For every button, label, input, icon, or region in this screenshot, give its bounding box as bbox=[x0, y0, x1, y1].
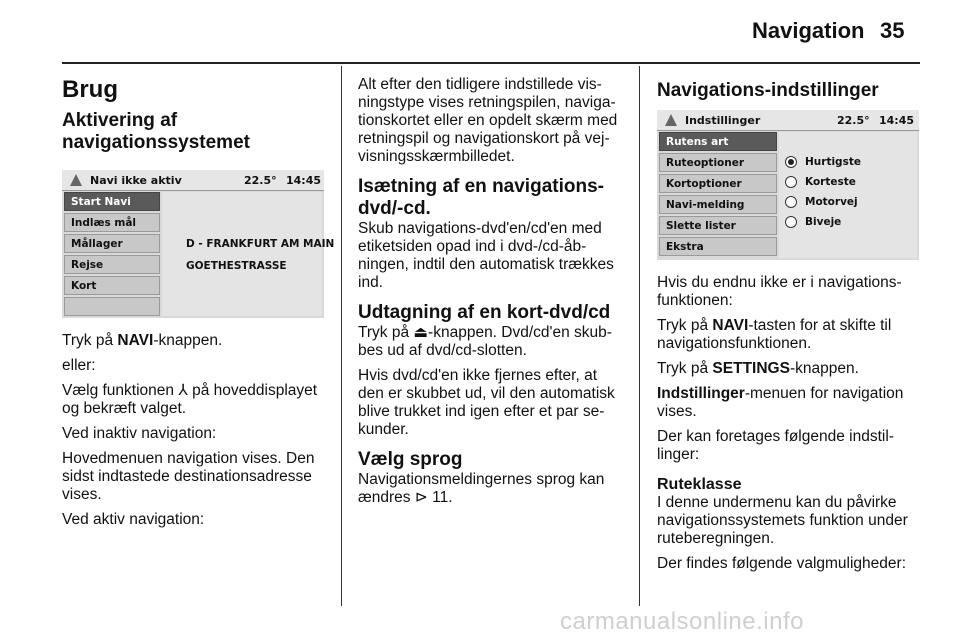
screen-title: Navi ikke aktiv bbox=[90, 174, 182, 187]
radio-selected-icon bbox=[785, 156, 797, 168]
header-rule bbox=[62, 62, 920, 64]
radio-empty-icon bbox=[785, 196, 797, 208]
text-options-available: Der findes følgende valgmuligheder: bbox=[657, 555, 906, 572]
right-column-heading bbox=[657, 80, 921, 102]
column-divider-left bbox=[341, 66, 342, 606]
navigation-arrow-icon bbox=[70, 174, 82, 186]
screen-status-bar bbox=[62, 170, 324, 191]
option-side-roads: Biveje bbox=[779, 212, 917, 232]
menu-item-trip: Rejse bbox=[64, 255, 160, 274]
heading-eject-dvd: Udtagning af en kort-dvd/cd bbox=[358, 302, 611, 323]
screen-time: 14:45 bbox=[879, 114, 915, 127]
page-header-title: Navigation bbox=[752, 18, 865, 43]
instruction-press-navi-key: Tryk på NAVI-tasten for at skifte til navigationsfunktionen. bbox=[657, 317, 892, 352]
heading-select-language: Vælg sprog bbox=[358, 449, 463, 470]
text-auto-retract: Hvis dvd/cd'en ikke fjernes efter, at den er skubbet ud, vil den automatisk blive trukket ind igen efter et par sekunder. bbox=[358, 367, 615, 438]
heading-navigation-settings: Navigations-indstillinger bbox=[657, 80, 879, 101]
text-settings-menu-shown: Indstillinger-menuen for navigation vises. bbox=[657, 385, 904, 420]
text-language: Navigationsmeldingernes sprog kan ændres ⊳ 11. bbox=[358, 471, 605, 506]
menu-item-navi-message: Navi-melding bbox=[659, 195, 777, 214]
radio-empty-icon bbox=[785, 176, 797, 188]
menu-item-load-destination: Indlæs mål bbox=[64, 213, 160, 232]
screen-time: 14:45 bbox=[286, 174, 322, 187]
text-following-settings: Der kan foretages følgende indstillinger: bbox=[657, 428, 894, 463]
text-or: eller: bbox=[62, 357, 96, 374]
screen-address-pane bbox=[162, 192, 335, 316]
screen-options-pane bbox=[779, 132, 917, 258]
menu-item-route-type: Rutens art bbox=[659, 132, 777, 151]
screen-menu bbox=[64, 192, 160, 318]
watermark-footer: carmanualsonline.info bbox=[560, 608, 804, 635]
text-main-menu-shown: Hovedmenuen navigation vises. Den sidst indtastede destinationsadresse vises. bbox=[62, 450, 315, 503]
menu-item-map: Kort bbox=[64, 276, 160, 295]
column-divider-right bbox=[639, 66, 640, 606]
menu-item-destination-memory: Mållager bbox=[64, 234, 160, 253]
radio-empty-icon bbox=[785, 216, 797, 228]
screen-status-bar bbox=[657, 110, 919, 131]
address-line-2: GOETHESTRASSE bbox=[186, 260, 287, 272]
text-active-navigation: Ved aktiv navigation: bbox=[62, 511, 205, 528]
text-inactive-navigation: Ved inaktiv navigation: bbox=[62, 425, 217, 442]
instruction-press-settings: Tryk på SETTINGS-knappen. bbox=[657, 360, 859, 377]
option-fastest: Hurtigste bbox=[779, 152, 917, 172]
menu-item-route-options: Ruteoptioner bbox=[659, 153, 777, 172]
section-heading: Brug bbox=[62, 76, 118, 103]
menu-item-extra: Ekstra bbox=[659, 237, 777, 256]
menu-item-delete-lists: Slette lister bbox=[659, 216, 777, 235]
text-eject-button: Tryk på ⏏-knappen. Dvd/cd'en skubbes ud af dvd/cd-slotten. bbox=[358, 324, 612, 359]
left-column bbox=[62, 76, 326, 154]
settings-screen-image bbox=[657, 110, 919, 260]
instruction-press-navi: Tryk på NAVI-knappen. bbox=[62, 332, 223, 349]
settings-menu bbox=[659, 132, 777, 258]
menu-item-start-navi: Start Navi bbox=[64, 192, 160, 211]
text-view-type: Alt efter den tidligere indstillede visningstype vises retningspilen, navigationskortet eller en opdelt skærm med retningspil og navigationskort på vejvisningsskærmbilledet. bbox=[358, 76, 618, 165]
middle-column bbox=[358, 76, 624, 514]
screen-temperature: 22.5° bbox=[837, 114, 870, 127]
text-select-function: Vælg funktionen ⅄ på hoveddisplayet og bekræft valget. bbox=[62, 382, 318, 417]
text-not-in-navigation: Hvis du endnu ikke er i navigationsfunktionen: bbox=[657, 274, 902, 309]
heading-route-class: Ruteklasse bbox=[657, 476, 742, 493]
section-subheading: Aktivering af navigationssystemet bbox=[62, 110, 250, 153]
address-line-1: D - FRANKFURT AM MAIN bbox=[186, 238, 335, 250]
option-motorway: Motorvej bbox=[779, 192, 917, 212]
screen-temperature: 22.5° bbox=[244, 174, 277, 187]
menu-item-map-options: Kortoptioner bbox=[659, 174, 777, 193]
menu-item-empty bbox=[64, 297, 160, 316]
heading-insert-dvd: Isætning af en navigations-dvd/-cd. bbox=[358, 176, 604, 219]
text-route-submenu: I denne undermenu kan du påvirke navigationssystemets funktion under ruteberegningen. bbox=[657, 494, 908, 547]
navi-screen-image bbox=[62, 170, 335, 318]
screen-title: Indstillinger bbox=[685, 114, 761, 127]
navigation-arrow-icon bbox=[665, 114, 677, 126]
left-column-body bbox=[62, 332, 327, 536]
text-insert-dvd: Skub navigations-dvd'en/cd'en med etiketsiden opad ind i dvd-/cd-åbningen, indtil den automatisk trækkes ind. bbox=[358, 220, 614, 291]
right-column-body bbox=[657, 274, 923, 580]
option-shortest: Korteste bbox=[779, 172, 917, 192]
page-number: 35 bbox=[880, 18, 905, 43]
